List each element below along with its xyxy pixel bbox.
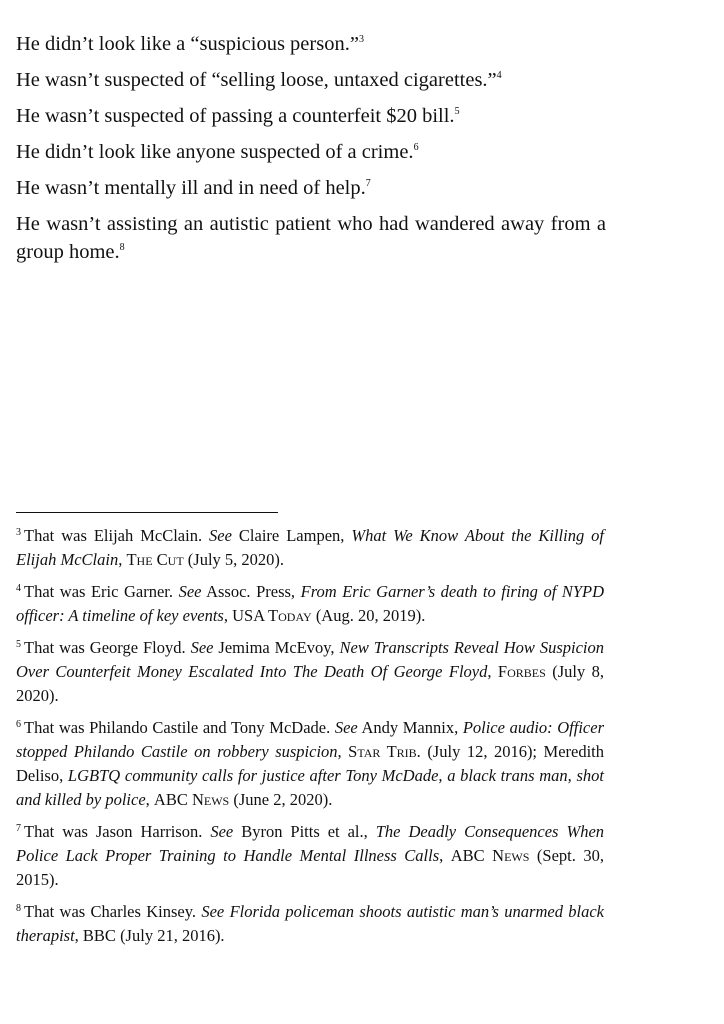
paragraph [16, 174, 606, 202]
footnote-ref[interactable]: 7 [365, 178, 371, 190]
signal: See [209, 526, 232, 545]
footnote-text: (July 5, 2020). [183, 550, 285, 569]
footnote-5 [16, 636, 604, 708]
footnote-text: (July 8, 2020). [16, 662, 604, 705]
footnote-text: , [118, 550, 127, 569]
signal: See [210, 822, 234, 841]
footnote-number: 5 [16, 638, 21, 650]
citation-publication: ABC News [450, 846, 530, 865]
footnote-text: , [145, 790, 154, 809]
footnote-6 [16, 716, 604, 812]
footnote-ref[interactable]: 6 [413, 142, 419, 154]
citation-title: Florida policeman shoots autistic man’s unarmed black therapist [16, 902, 604, 945]
footnote-text: That was Charles Kinsey. [24, 902, 202, 921]
paragraph [16, 102, 606, 130]
paragraph [16, 30, 606, 58]
footnote-text: (July 12, 2016); Meredith Deliso, [16, 742, 604, 785]
footnote-text: (Sept. 30, 2015). [16, 846, 604, 889]
footnote-text: , [337, 742, 349, 761]
footnote-ref[interactable]: 4 [496, 70, 502, 82]
footnote-4 [16, 580, 604, 628]
footnote-text: Claire Lampen, [231, 526, 352, 545]
paragraph-text: He wasn’t suspected of passing a counterfeit $20 bill. [16, 105, 455, 127]
citation-publication: Forbes [497, 662, 546, 681]
body-text [16, 30, 606, 274]
footnote-text: Assoc. Press, [201, 582, 301, 601]
footnote-text: , [439, 846, 451, 865]
footnote-text: Jemima McEvoy, [213, 638, 340, 657]
citation-title: What We Know About the Killing of Elijah McClain [16, 526, 604, 569]
footnote-number: 6 [16, 718, 21, 730]
footnote-text: That was Philando Castile and Tony McDade. [24, 718, 335, 737]
citation-title: Police audio: Officer stopped Philando Castile on robbery suspicion [16, 718, 605, 761]
paragraph-text: He wasn’t assisting an autistic patient who had wandered away from a group home. [16, 213, 606, 263]
citation-publication: Star Trib. [348, 742, 421, 761]
footnote-7 [16, 820, 604, 892]
citation-title: The Deadly Consequences When Police Lack Proper Training to Handle Mental Illness Calls [16, 822, 605, 865]
footnote-text: That was Jason Harrison. [24, 822, 211, 841]
footnote-text: Byron Pitts et al., [233, 822, 376, 841]
paragraph-text: He wasn’t suspected of “selling loose, untaxed cigarettes.” [16, 69, 497, 91]
footnote-text: Andy Mannix, [357, 718, 463, 737]
citation-publication: USA Today [232, 606, 312, 625]
footnote-8 [16, 900, 604, 948]
citation-title: From Eric Garner’s death to firing of NYPD officer: A timeline of key events [16, 582, 605, 625]
footnote-number: 8 [16, 902, 21, 914]
paragraph [16, 210, 606, 266]
footnote-number: 3 [16, 526, 21, 538]
footnote-divider [16, 512, 278, 513]
signal: See [190, 638, 214, 657]
footnote-text: , [487, 662, 498, 681]
footnote-number: 7 [16, 822, 21, 834]
paragraph-text: He wasn’t mentally ill and in need of help. [16, 177, 366, 199]
footnote-text: (June 2, 2020). [229, 790, 333, 809]
footnote-number: 4 [16, 582, 21, 594]
paragraph-text: He didn’t look like anyone suspected of a crime. [16, 141, 414, 163]
citation-publication: ABC News [153, 790, 230, 809]
citation-title: LGBTQ community calls for justice after Tony McDade, a black trans man, shot and killed by police [16, 766, 604, 809]
signal: See [178, 582, 202, 601]
footnote-text: That was Elijah McClain. [24, 526, 210, 545]
footnote-3 [16, 524, 604, 572]
paragraph [16, 66, 606, 94]
footnote-text: , [223, 606, 233, 625]
footnote-ref[interactable]: 3 [358, 34, 364, 46]
paragraph [16, 138, 606, 166]
signal: See [334, 718, 358, 737]
paragraph-text: He didn’t look like a “suspicious person.” [16, 33, 359, 55]
footnote-text: That was George Floyd. [24, 638, 191, 657]
signal: See [201, 902, 225, 921]
footnote-ref[interactable]: 5 [454, 106, 460, 118]
footnote-text: , BBC (July 21, 2016). [74, 926, 225, 945]
footnote-ref[interactable]: 8 [119, 242, 125, 254]
citation-title: New Transcripts Reveal How Suspicion Over Counterfeit Money Escalated Into The Death Of George Floyd [16, 638, 605, 681]
footnote-text: (Aug. 20, 2019). [311, 606, 426, 625]
footnotes [16, 524, 604, 956]
footnote-text: That was Eric Garner. [24, 582, 179, 601]
citation-publication: The Cut [126, 550, 184, 569]
